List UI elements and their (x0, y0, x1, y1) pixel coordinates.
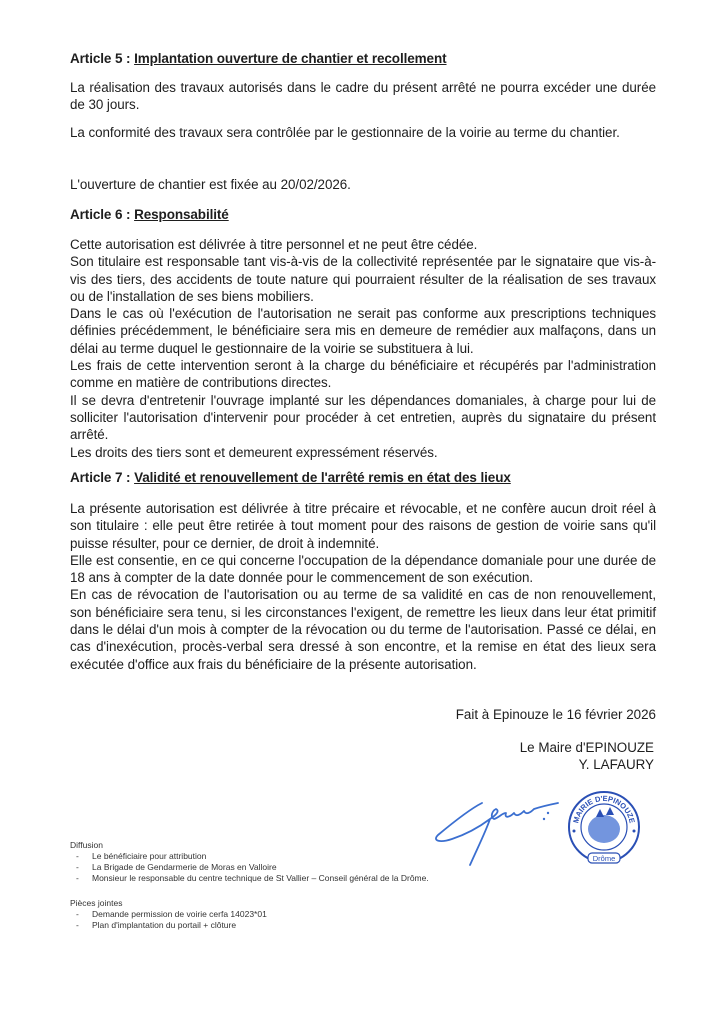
attachment-item: - Plan d'implantation du portail + clôture (76, 920, 237, 930)
article-6-heading (70, 207, 229, 222)
svg-text:Drôme: Drôme (592, 854, 616, 863)
mayor-name: Y. LAFAURY (578, 757, 654, 772)
article-7-paragraph: La présente autorisation est délivrée à titre précaire et révocable, et ne confère aucun droit réel à son titulaire : elle peut être retirée à tout moment pour des raisons de gestion de voirie sans qu'il puisse résulter, pour ce dernier, de droit à indemnité. (70, 501, 656, 551)
article-7-label: Article 7 : (70, 470, 135, 485)
mayor-role: Le Maire d'EPINOUZE (519, 740, 654, 755)
article-6-paragraph: Il se devra d'entretenir l'ouvrage implanté sur les dépendances domaniales, à charge pour lui de solliciter l'autorisation d'intervenir pour procéder à cet entretien, auprès du signataire du présent arrêté. (70, 392, 656, 443)
article-6-label: Article 6 : (70, 207, 135, 222)
article-7-paragraph: Elle est consentie, en ce qui concerne l'occupation de la dépendance domaniale pour une durée de 18 ans à compter de la date donnée pour le commencement de son exécution. (70, 552, 656, 586)
svg-text:MAIRIE D'EPINOUZE: MAIRIE D'EPINOUZE (571, 793, 637, 824)
article-5-paragraph-3: L'ouverture de chantier est fixée au 20/02/2026. (70, 177, 351, 192)
attachment-item: - Demande permission de voirie cerfa 14023*01 (76, 909, 267, 919)
article-5-paragraph-1: La réalisation des travaux autorisés dans le cadre du présent arrêté ne pourra excéder une durée de 30 jours. (70, 80, 656, 113)
article-5-heading (70, 51, 447, 66)
article-6-paragraph: Dans le cas où l'exécution de l'autorisation ne serait pas conforme aux prescriptions techniques définies précédemment, le bénéficiaire sera mis en demeure de remédier aux malfaçons, dans un délai au terme duquel le gestionnaire de la voirie se substituera à lui. (70, 306, 656, 356)
article-6-title: Responsabilité (134, 207, 229, 222)
diffusion-item: - Monsieur le responsable du centre technique de St Vallier – Conseil général de la Drôme. (76, 873, 429, 883)
article-7-paragraph: En cas de révocation de l'autorisation ou au terme de sa validité en cas de non renouvellement, son bénéficiaire sera tenu, si les circonstances l'exigent, de remettre les lieux dans leur état primitif dans le délai d'un mois à compter de la révocation ou du terme de l'autorisation. Passé ce délai, en cas d'inexécution, procès-verbal sera dressé à son encontre, et la remise en état des lieux sera exécutée d'office aux frais du bénéficiaire de la présente autorisation. (70, 587, 656, 672)
place-date: Fait à Epinouze le 16 février 2026 (455, 707, 656, 722)
article-7-heading (70, 470, 511, 485)
article-5-paragraph-2: La conformité des travaux sera contrôlée par le gestionnaire de la voirie au terme du chantier. (70, 125, 620, 140)
diffusion-section (70, 840, 429, 884)
article-5-title: Implantation ouverture de chantier et recollement (134, 51, 447, 66)
article-6-paragraph: Son titulaire est responsable tant vis-à-vis de la collectivité représentée par le signataire que vis-à-vis des tiers, des accidents de toute nature qui pourraient résulter de la réalisation de ses travaux ou de l'installation de ses biens mobiliers. (70, 254, 656, 304)
attachments-heading: Pièces jointes (70, 898, 123, 908)
attachments-section (70, 898, 267, 931)
article-6-paragraph: Cette autorisation est délivrée à titre personnel et ne peut être cédée. (70, 237, 478, 252)
article-6-paragraph: Les droits des tiers sont et demeurent expressément réservés. (70, 444, 438, 460)
diffusion-item: - La Brigade de Gendarmerie de Moras en Valloire (76, 862, 277, 872)
article-5-label: Article 5 : (70, 51, 135, 66)
article-7-title: Validité et renouvellement de l'arrêté remis en état des lieux (134, 470, 511, 485)
diffusion-heading: Diffusion (70, 840, 103, 850)
town-hall-stamp (566, 787, 643, 867)
article-7-body (70, 500, 656, 673)
handwritten-signature (430, 795, 565, 875)
article-6-body (70, 236, 656, 461)
article-6-paragraph: Les frais de cette intervention seront à la charge du bénéficiaire et récupérés par l'administration comme en matière de contributions directes. (70, 358, 656, 391)
diffusion-item: - Le bénéficiaire pour attribution (76, 851, 207, 861)
